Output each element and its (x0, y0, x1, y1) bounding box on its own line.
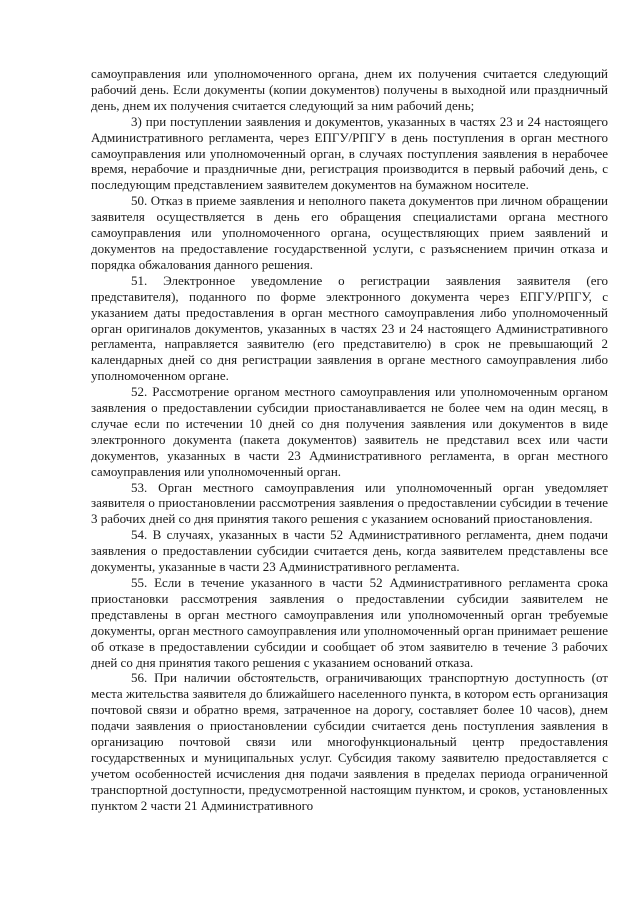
paragraph-53: 53. Орган местного самоуправления или уполномоченный орган уведомляет заявителя о приостановлении рассмотрения заявления о предоставлении субсидии в течение 3 рабочих дней со дня принятия такого решения с указанием оснований приостановления. (91, 479, 608, 527)
paragraph-52: 52. Рассмотрение органом местного самоуправления или уполномоченным органом заявления о предоставлении субсидии приостанавливается не более чем на один месяц, в случае если по истечении 10 дней со дня получения заявления или документов в виде электронного документа (пакета документов) заявитель не представил всех или части документов, указанных в части 23 Административного регламента, в орган местного самоуправления или уполномоченный орган. (91, 384, 608, 479)
paragraph-item-3: 3) при поступлении заявления и документов, указанных в частях 23 и 24 настоящего Административного регламента, через ЕПГУ/РПГУ в день поступления в орган местного самоуправления или уполномоченный орган, в случаях поступления заявления в нерабочее время, нерабочие и праздничные дни, регистрация производится в первый рабочий день, с последующим представлением заявителем документов на бумажном носителе. (91, 113, 608, 193)
paragraph-56: 56. При наличии обстоятельств, ограничивающих транспортную доступность (от места жительства заявителя до ближайшего населенного пункта, в котором есть организация почтовой связи и обратно время, затраченное на дорогу, составляет более 10 часов), днем подачи заявления о приостановлении субсидии считается день поступления заявления в организацию почтовой связи или многофункциональный центр предоставления государственных и муниципальных услуг. Субсидия такому заявителю предоставляется с учетом особенностей исчисления дня подачи заявления в пределах периода ограниченной транспортной доступности, предусмотренной настоящим пунктом, и сроков, установленных пунктом 2 части 21 Административного (91, 670, 608, 813)
paragraph-54: 54. В случаях, указанных в части 52 Административного регламента, днем подачи заявления о предоставлении субсидии считается день, когда заявителем представлены все документы, указанные в части 23 Административного регламента. (91, 527, 608, 575)
paragraph-51: 51. Электронное уведомление о регистрации заявления заявителя (его представителя), поданного по форме электронного документа через ЕПГУ/РПГУ, с указанием даты предоставления в орган местного самоуправления либо уполномоченный орган оригиналов документов, указанных в частях 23 и 24 настоящего Административного регламента, направляется заявителю (его представителю) в срок не превышающий 2 календарных дней со дня регистрации заявления в органе местного самоуправления либо уполномоченном органе. (91, 272, 608, 384)
paragraph-continuation: самоуправления или уполномоченного органа, днем их получения считается следующий рабочий день. Если документы (копии документов) получены в выходной или праздничный день, днем их получения считается следующий за ним рабочий день; (91, 66, 608, 113)
paragraph-50: 50. Отказ в приеме заявления и неполного пакета документов при личном обращении заявителя осуществляется в день его обращения специалистами органа местного самоуправления или уполномоченного органа, осуществляющих прием заявлений и документов на предоставление государственной услуги, с разъяснением причин отказа и порядка обжалования данного решения. (91, 193, 608, 272)
document-page (91, 66, 608, 814)
paragraph-55: 55. Если в течение указанного в части 52 Административного регламента срока приостановки рассмотрения заявления о предоставлении субсидии заявителем не представлены в орган местного самоуправления или уполномоченный орган требуемые документы, орган местного самоуправления или уполномоченный орган принимает решение об отказе в предоставлении субсидии и сообщает об этом заявителю в течение 3 рабочих дней со дня принятия такого решения с указанием оснований отказа. (91, 575, 608, 670)
